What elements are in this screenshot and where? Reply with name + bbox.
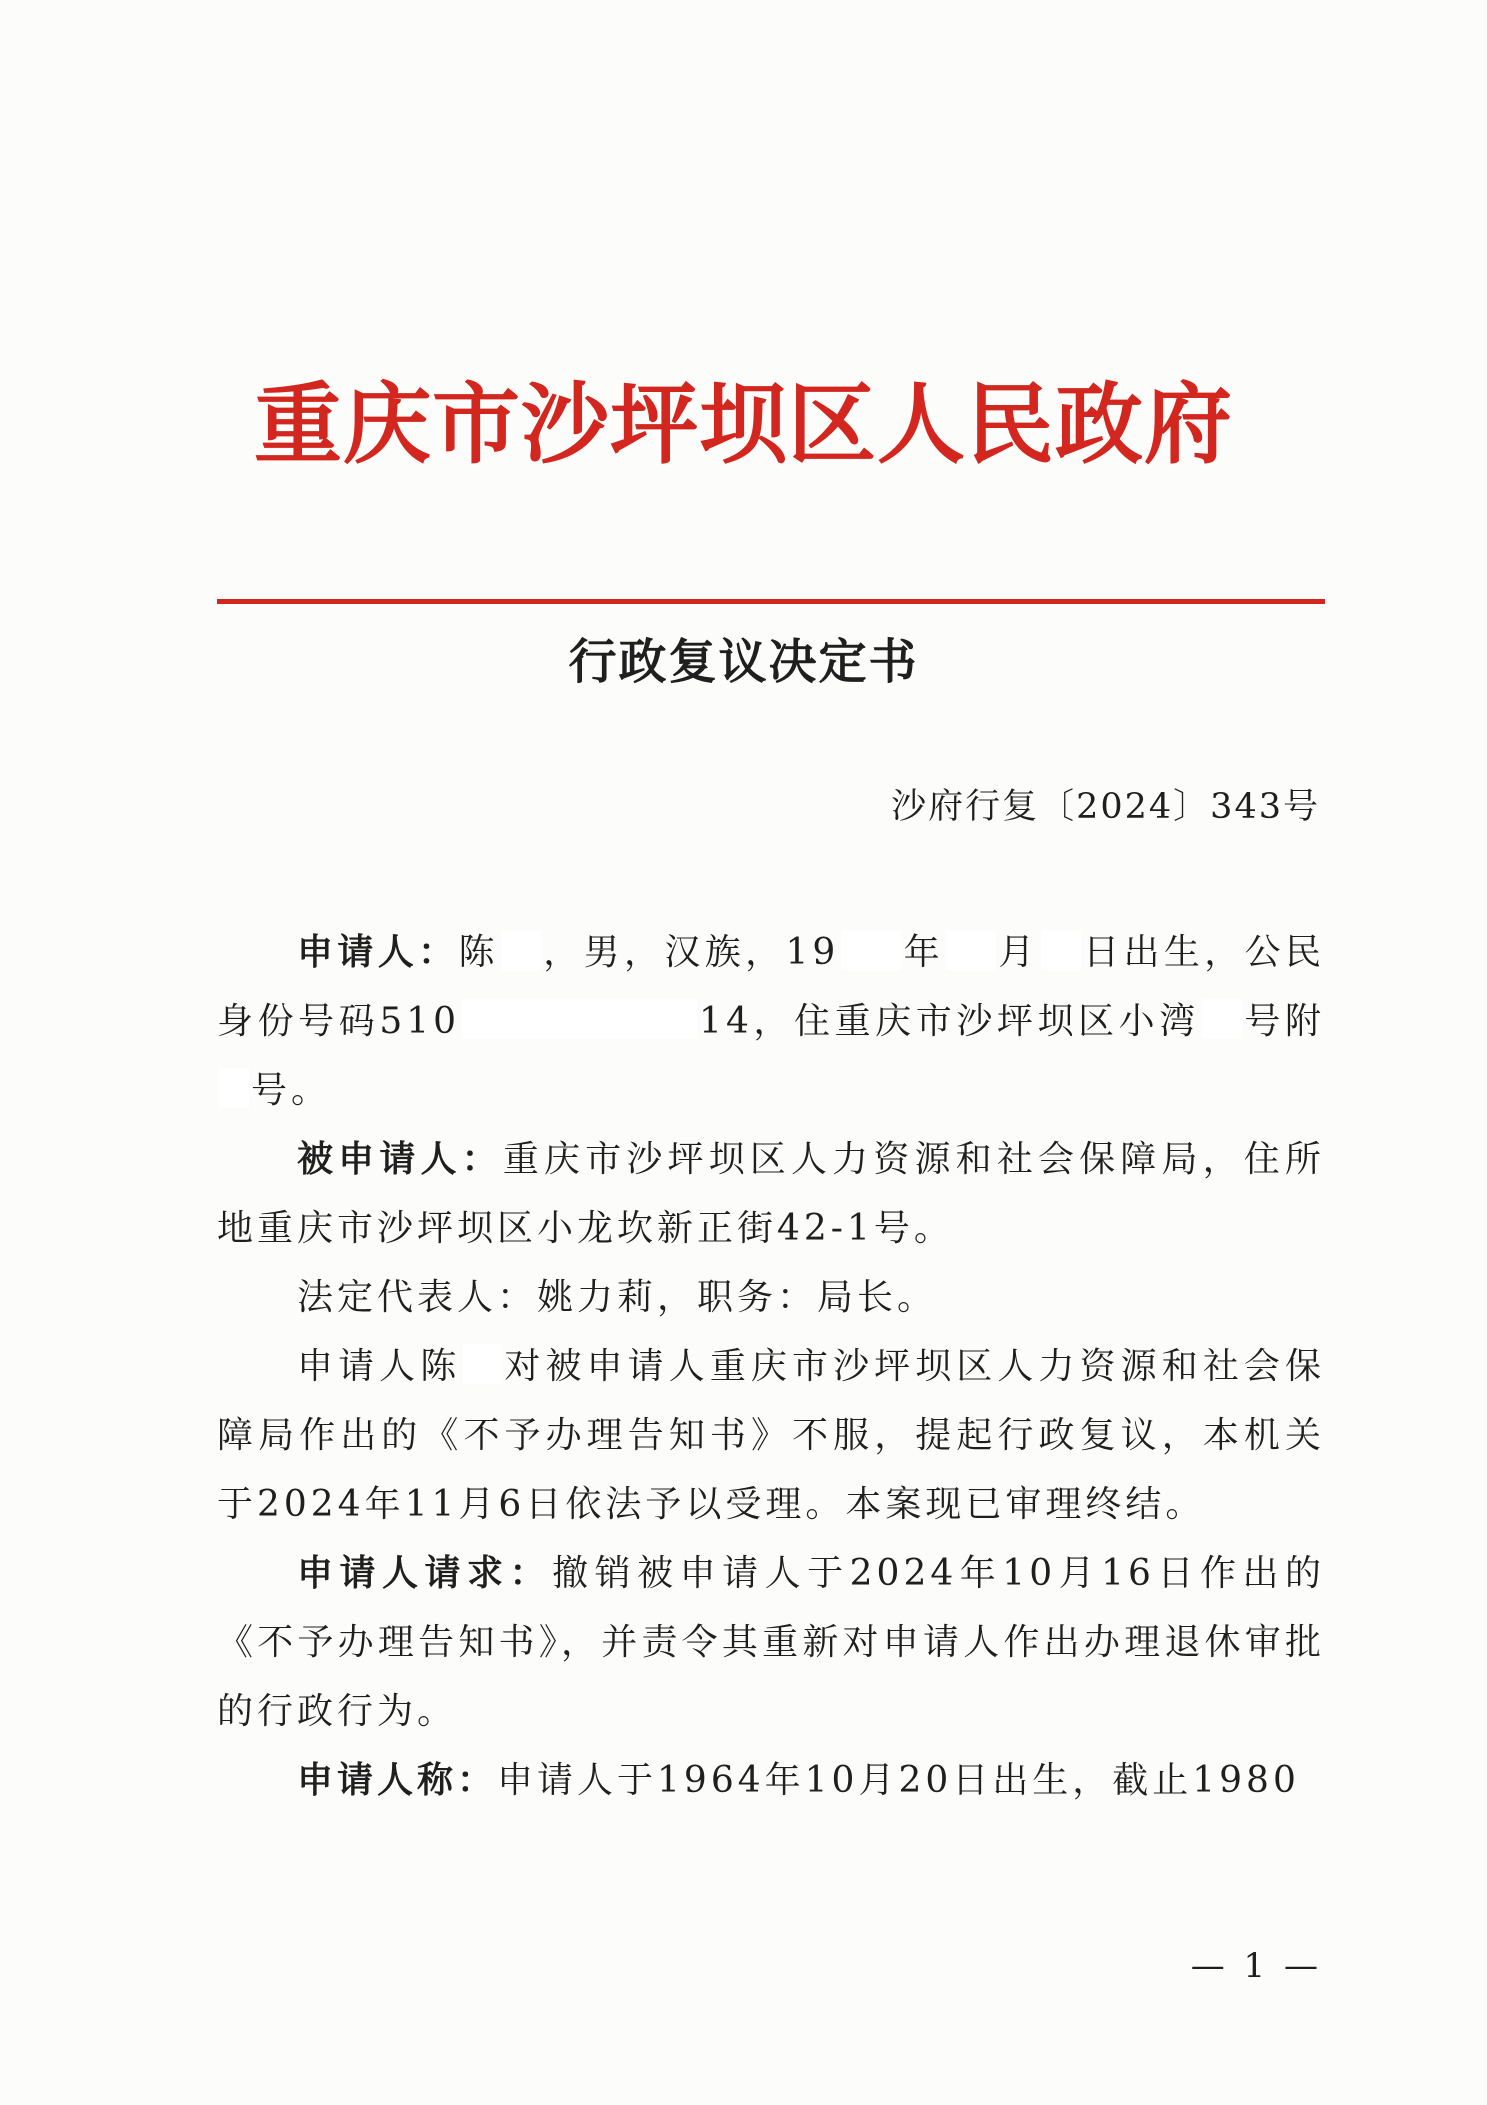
case-intro-text-1: 申请人陈 [297, 1346, 462, 1387]
redaction-block [219, 1068, 249, 1108]
respondent-label: 被申请人： [297, 1138, 503, 1180]
issuer-header: 重庆市沙坪坝区人民政府 [253, 372, 1233, 476]
respondent-text: 重庆市沙坪坝区人力资源和社会保障局，住所地重庆市沙坪坝区小龙坎新正街42-1号。 [217, 1139, 1325, 1249]
redaction-block [841, 930, 901, 970]
applicant-text-1: 陈 [458, 932, 499, 973]
claim-paragraph [217, 1746, 1325, 1815]
redaction-block [501, 930, 541, 970]
legal-representative-text: 法定代表人：姚力莉，职务：局长。 [297, 1277, 938, 1318]
document-number: 沙府行复〔2024〕343号 [891, 787, 1320, 827]
redaction-block [462, 999, 697, 1039]
respondent-paragraph [217, 1125, 1325, 1263]
legal-representative-paragraph [217, 1263, 1325, 1332]
request-text: 撤销被申请人于2024年10月16日作出的《不予办理告知书》，并责令其重新对申请人作出办理退休审批的行政行为。 [217, 1553, 1325, 1732]
applicant-label: 申请人： [297, 931, 459, 973]
applicant-text-5: 日出生，公民身份号码510 [217, 932, 1325, 1042]
red-divider-line [217, 599, 1325, 604]
applicant-text-6: 14，住重庆市沙坪坝区小湾 [699, 1001, 1200, 1042]
redaction-block [946, 930, 996, 970]
claim-text: 申请人于1964年10月20日出生，截止1980 [497, 1760, 1300, 1801]
applicant-text-8: 号。 [251, 1070, 332, 1111]
claim-label: 申请人称： [297, 1759, 498, 1801]
redaction-block [463, 1344, 501, 1384]
applicant-text-7: 号附 [1243, 1001, 1325, 1042]
applicant-text-4: 月 [998, 932, 1039, 973]
redaction-block [1041, 930, 1081, 970]
request-paragraph [217, 1539, 1325, 1746]
document-title: 行政复议决定书 [568, 634, 919, 690]
applicant-text-2: ，男，汉族，19 [542, 932, 840, 973]
case-intro-paragraph [217, 1332, 1325, 1539]
case-intro-text-2: 对被申请人重庆市沙坪坝区人力资源和社会保障局作出的《不予办理告知书》不服，提起行政复议，本机关于2024年11月6日依法予以受理。本案现已审理终结。 [217, 1346, 1325, 1525]
document-body [217, 918, 1325, 1815]
redaction-block [1202, 999, 1242, 1039]
page-number: — 1 — [1190, 1946, 1322, 1986]
request-label: 申请人请求： [297, 1552, 553, 1594]
applicant-text-3: 年 [903, 932, 944, 973]
applicant-paragraph [217, 918, 1325, 1125]
